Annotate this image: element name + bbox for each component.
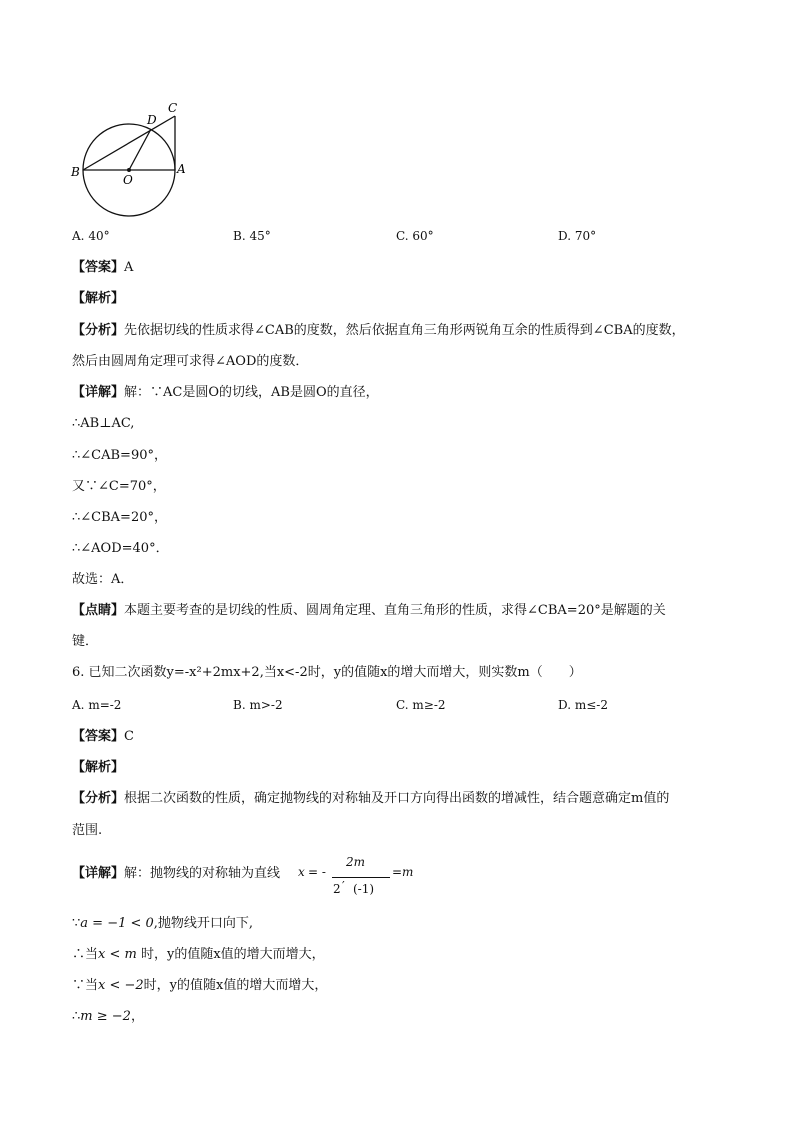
q5-step-2: ∴∠CAB=90°， [72,448,167,463]
q5-step-4: ∴∠CBA=20°， [72,510,167,525]
q6-line-d: ∴m ≥ −2， [72,1009,144,1024]
q5-step-5: ∴∠AOD=40°． [72,541,169,556]
axis-formula [298,855,418,901]
q6-line-c: ∵当x < −2时，y的值随x值的增大而增大， [72,978,328,993]
q6-answer: 【答案】C [72,729,134,744]
q5-answer: 【答案】A [72,260,134,275]
q6-line-a: ∵a = −1 < 0,抛物线开口向下, [72,916,254,931]
formula-numerator: 2m [346,855,366,869]
q5-choice-b: B. 45° [233,229,271,243]
q5-fenxi-line2: 然后由圆周角定理可求得∠AOD的度数． [72,354,309,369]
q5-step-3: 又∵∠C=70°， [72,479,166,494]
formula-den-paren: (-1) [353,882,375,896]
q5-fenxi-line1: 【分析】先依据切线的性质求得∠CAB的度数，然后依据直角三角形两锐角互余的性质得到∠CBA的度数， [72,323,685,338]
formula-lhs: x [298,865,305,879]
label-c: C [168,101,178,115]
q5-analysis-heading: 【解析】 [72,291,125,306]
q5-choice-d: D. 70° [558,229,597,243]
fraction-bar [332,877,390,878]
q6-detail: 【详解】解：抛物线的对称轴为直线 [72,866,281,881]
q5-detail: 【详解】解：∵AC是圆O的切线，AB是圆O的直径， [72,385,379,400]
label-b: B [71,165,80,179]
q6-choice-a: A. m=-2 [72,698,122,712]
circle-tangent-figure [66,96,196,221]
segment-od [129,129,151,170]
formula-eq: = [392,865,403,879]
formula-eq-minus: = - [308,865,326,879]
q6-choice-d: D. m≤-2 [558,698,608,712]
formula-rhs: m [402,865,414,879]
q5-choice-a: A. 40° [72,229,110,243]
q6-choice-b: B. m>-2 [233,698,283,712]
label-o: O [123,173,133,187]
q6-fenxi-line1: 【分析】根据二次函数的性质，确定抛物线的对称轴及开口方向得出函数的增减性，结合题意确定m值的 [72,791,670,806]
formula-den-2: 2 [333,882,341,896]
q6-fenxi-line2: 范围. [72,823,103,838]
center-dot [127,168,131,172]
q6-analysis-heading: 【解析】 [72,760,125,775]
q5-conclusion: 故选：A． [72,572,134,587]
q6-line-b: ∴当x < m 时，y的值随x值的增大而增大， [72,947,325,962]
q6-choice-c: C. m≥-2 [396,698,446,712]
formula-den-prime: ′ [342,879,345,893]
q5-step-1: ∴AB⊥AC, [72,416,135,431]
q5-comment-line2: 键． [72,634,99,649]
q5-choice-c: C. 60° [396,229,434,243]
label-a: A [177,162,186,176]
q6-stem: 6. 已知二次函数y=-x²+2mx+2,当x<-2时，y的值随x的增大而增大，则实数m（ ） [72,665,582,680]
q5-comment-line1: 【点睛】本题主要考查的是切线的性质、圆周角定理、直角三角形的性质，求得∠CBA=20°是解题的关 [72,603,666,618]
label-d: D [147,113,157,127]
